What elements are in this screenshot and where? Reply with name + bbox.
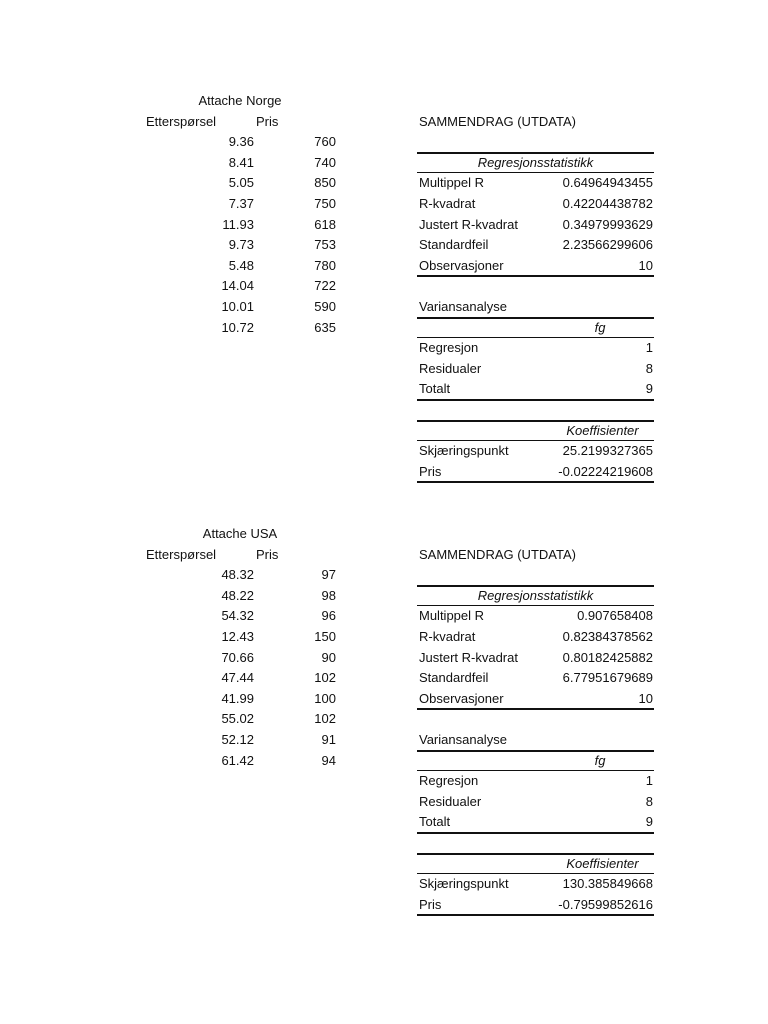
- demand-cell: 48.22: [221, 587, 254, 603]
- price-cell: 94: [321, 752, 336, 768]
- coef-label: Pris: [419, 463, 442, 479]
- stat-value: 10: [638, 690, 653, 706]
- anova-label: Regresjon: [419, 773, 479, 789]
- demand-cell: 14.04: [221, 278, 254, 294]
- stat-label: R-kvadrat: [419, 629, 476, 644]
- coef-label: Pris: [419, 896, 442, 912]
- stat-value: 0.80182425882: [562, 649, 653, 665]
- price-cell: 590: [314, 299, 336, 314]
- demand-cell: 5.05: [228, 175, 254, 191]
- stat-value: 0.907658408: [577, 608, 653, 624]
- price-cell: 750: [314, 196, 336, 211]
- summary-title: SAMMENDRAG (UTDATA): [419, 113, 576, 129]
- anova-header: fg: [594, 319, 606, 335]
- coefficients-header: Koeffisienter: [566, 855, 639, 871]
- stat-label: Justert R-kvadrat: [419, 649, 518, 665]
- price-cell: 850: [314, 175, 336, 191]
- demand-cell: 41.99: [221, 690, 254, 706]
- price-cell: 740: [314, 154, 336, 170]
- price-cell: 760: [314, 134, 336, 150]
- regression-stats-header: Regresjonsstatistikk: [477, 587, 594, 603]
- stat-label: Standardfeil: [419, 670, 489, 686]
- demand-cell: 52.12: [221, 732, 254, 747]
- coef-label: Skjæringspunkt: [419, 443, 509, 459]
- price-cell: 753: [314, 237, 336, 253]
- stat-value: 0.42204438782: [562, 196, 653, 211]
- anova-label: Regresjon: [419, 340, 479, 356]
- price-cell: 722: [314, 278, 336, 294]
- stat-label: Justert R-kvadrat: [419, 216, 518, 232]
- demand-cell: 10.72: [221, 319, 254, 335]
- stat-value: 2.23566299606: [562, 237, 653, 253]
- coef-top-border: [417, 420, 654, 422]
- coef-value: 25.2199327365: [562, 443, 653, 459]
- anova-value: 9: [645, 381, 653, 397]
- header-divider: [417, 605, 654, 606]
- table-top-border: [417, 585, 654, 587]
- stat-value: 6.77951679689: [562, 670, 653, 686]
- demand-cell: 12.43: [221, 629, 254, 644]
- anova-header-divider: [417, 337, 654, 338]
- coef-label: Skjæringspunkt: [419, 876, 509, 892]
- coef-header-divider: [417, 440, 654, 441]
- data-title: Attache USA: [202, 526, 278, 541]
- anova-top-border: [417, 750, 654, 752]
- column-header-price: Pris: [256, 113, 279, 129]
- table-bottom-border: [417, 275, 654, 277]
- demand-cell: 47.44: [221, 670, 254, 686]
- anova-value: 8: [645, 793, 653, 809]
- anova-label: Totalt: [419, 814, 451, 830]
- anova-bottom-border: [417, 832, 654, 834]
- demand-cell: 8.41: [228, 154, 254, 170]
- price-cell: 102: [314, 670, 336, 686]
- coefficients-header: Koeffisienter: [566, 422, 639, 438]
- price-cell: 150: [314, 629, 336, 644]
- data-title: Attache Norge: [198, 93, 282, 108]
- coef-header-divider: [417, 873, 654, 874]
- price-cell: 97: [321, 567, 336, 583]
- stat-value: 0.64964943455: [562, 175, 653, 191]
- price-cell: 618: [314, 216, 336, 232]
- demand-cell: 48.32: [221, 567, 254, 583]
- stat-label: Multippel R: [419, 175, 485, 191]
- anova-title: Variansanalyse: [419, 732, 507, 747]
- demand-cell: 54.32: [221, 608, 254, 624]
- stat-label: Observasjoner: [419, 257, 504, 273]
- stat-label: Observasjoner: [419, 690, 504, 706]
- anova-value: 8: [645, 360, 653, 376]
- anova-header: fg: [594, 752, 606, 768]
- price-cell: 100: [314, 690, 336, 706]
- anova-label: Residualer: [419, 360, 482, 376]
- demand-cell: 9.36: [228, 134, 254, 150]
- coef-bottom-border: [417, 914, 654, 916]
- demand-cell: 11.93: [222, 216, 254, 232]
- anova-bottom-border: [417, 399, 654, 401]
- price-cell: 90: [321, 649, 336, 665]
- stat-value: 0.34979993629: [562, 216, 653, 232]
- coef-value: -0.79599852616: [558, 896, 653, 912]
- header-divider: [417, 172, 654, 173]
- stat-label: Standardfeil: [419, 237, 489, 253]
- coef-value: -0.02224219608: [558, 463, 653, 479]
- stat-label: Multippel R: [419, 608, 485, 624]
- demand-cell: 70.66: [221, 649, 254, 665]
- coef-bottom-border: [417, 481, 654, 483]
- demand-cell: 5.48: [228, 257, 254, 273]
- price-cell: 635: [314, 319, 336, 335]
- demand-cell: 7.37: [228, 196, 254, 211]
- demand-cell: 10.01: [221, 299, 254, 314]
- anova-value: 1: [645, 773, 653, 789]
- anova-value: 9: [645, 814, 653, 830]
- anova-label: Totalt: [419, 381, 451, 397]
- anova-header-divider: [417, 770, 654, 771]
- coef-value: 130.385849668: [562, 876, 653, 892]
- regression-stats-header: Regresjonsstatistikk: [477, 154, 594, 170]
- price-cell: 780: [314, 257, 336, 273]
- column-header-demand: Etterspørsel: [146, 546, 217, 562]
- demand-cell: 61.42: [221, 752, 254, 768]
- table-top-border: [417, 152, 654, 154]
- stat-value: 0.82384378562: [562, 629, 653, 644]
- summary-title: SAMMENDRAG (UTDATA): [419, 546, 576, 562]
- anova-top-border: [417, 317, 654, 319]
- column-header-price: Pris: [256, 546, 279, 562]
- price-cell: 98: [321, 587, 336, 603]
- column-header-demand: Etterspørsel: [146, 113, 217, 129]
- stat-label: R-kvadrat: [419, 196, 476, 211]
- table-bottom-border: [417, 708, 654, 710]
- stat-value: 10: [638, 257, 653, 273]
- anova-label: Residualer: [419, 793, 482, 809]
- anova-value: 1: [645, 340, 653, 356]
- demand-cell: 9.73: [228, 237, 254, 253]
- price-cell: 96: [321, 608, 336, 624]
- anova-title: Variansanalyse: [419, 299, 507, 314]
- coef-top-border: [417, 853, 654, 855]
- price-cell: 91: [321, 732, 336, 747]
- demand-cell: 55.02: [221, 711, 254, 727]
- price-cell: 102: [314, 711, 336, 727]
